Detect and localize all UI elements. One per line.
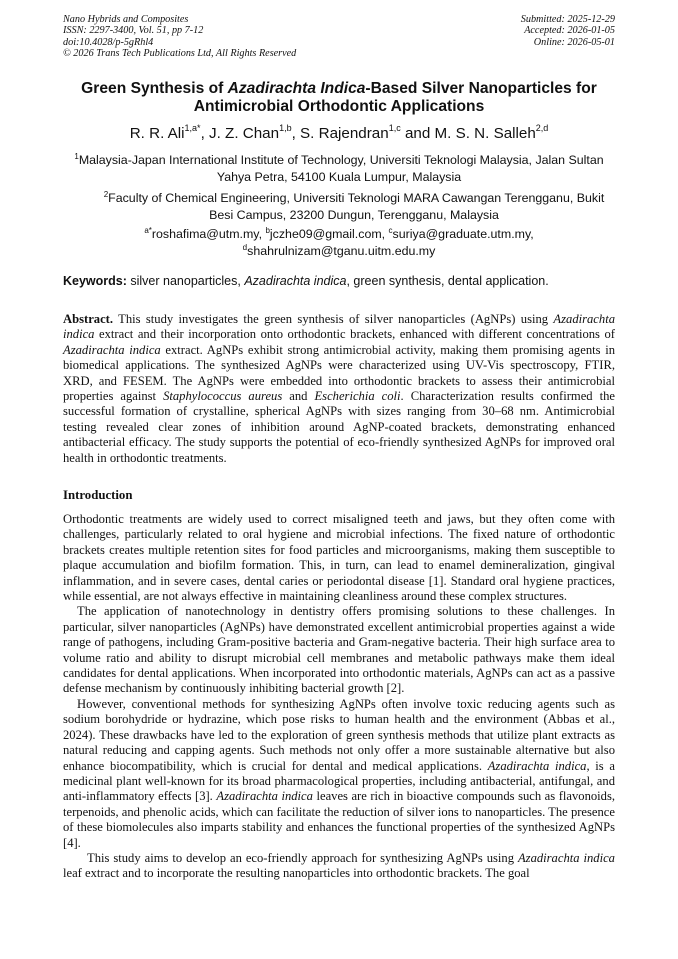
journal-info: [63, 14, 296, 60]
abstract: Abstract. This study investigates the green synthesis of silver nanoparticles (AgNPs) using Azadirachta indica extract and their incorporation onto orthodontic brackets, enhanced with different concentrations of Azadirachta indica extract. AgNPs exhibit strong antimicrobial activity, making them promising agents in biomedical applications. The synthesized AgNPs were characterized using UV-Vis spectroscopy, FTIR, XRD, and FESEM. The AgNPs were embedded into orthodontic brackets to assess their antimicrobial properties against Staphylococcus aureus and Escherichia coli. Characterization results confirmed the successful formation of crystalline, spherical AgNPs with sizes ranging from 30–68 nm. Antimicrobial testing revealed clear zones of inhibition around AgNP-coated brackets, demonstrating enhanced antibacterial efficacy. The study supports the potential of eco-friendly synthesized AgNPs for improved oral health in orthodontic treatments.: [63, 312, 616, 465]
author-name: S. Rajendran: [300, 125, 389, 142]
email-link[interactable]: jczhe09@gmail.com,: [269, 227, 389, 241]
affiliation-1: $^1$Malaysia-Japan International Institute of Technology, Universiti Teknologi Malaysia, Jalan Sultan Yahya Petra, 54100 Kuala Lumpur, Malaysia: [74, 152, 604, 184]
introduction-body: [63, 512, 615, 882]
accepted-date: Accepted: 2026-01-05: [524, 25, 615, 37]
author-name: R. R. Ali: [129, 125, 185, 142]
paragraph: Orthodontic treatments are widely used to correct misaligned teeth and jaws, but they often come with challenges, particularly related to oral hygiene and microbial infections. The fixed nature of orthodontic brackets creates multiple retention sites for food particles and microorganisms, making them susceptible to plaque accumulation and biofilm formation. This, in turn, can lead to enamel demineralization, gingival inflammation, and in severe cases, dental caries or periodontal disease [1]. Standard oral hygiene practices, while essential, are not always effective in maintaining cleanliness around these complex structures.: [63, 512, 615, 604]
author-sup: 1,b: [279, 123, 292, 133]
email-link[interactable]: shahrulnizam@tganu.uitm.edu.my: [247, 243, 436, 258]
doi: doi:10.4028/p-5gRhl4: [63, 36, 154, 48]
email-list: $^{a*}$roshafima@utm.my, $^b$jczhe09@gmail.com, $^c$suriya@graduate.utm.my, $^d$shahrulnizam@tganu.uitm.edu.my: [144, 226, 534, 258]
author-sup: 1,c: [388, 123, 401, 133]
keywords-label: Keywords:: [63, 274, 127, 288]
issn: ISSN: 2297-3400, Vol. 51, pp 7-12: [63, 25, 204, 37]
author-name: J. Z. Chan: [209, 125, 280, 142]
author-sup: 1,a*: [184, 123, 201, 133]
keywords: Keywords: silver nanoparticles, Azadirachta indica, green synthesis, dental application.: [63, 274, 549, 288]
section-heading: Introduction: [63, 488, 133, 502]
author-name: M. S. N. Salleh: [434, 125, 536, 142]
copyright: © 2026 Trans Tech Publications Ltd, All Rights Reserved: [63, 48, 297, 60]
author-sup: 2,d: [535, 123, 549, 133]
title-line-1: Green Synthesis of Azadirachta Indica-Based Silver Nanoparticles for: [81, 80, 597, 97]
paper-title: [40, 80, 638, 116]
affiliation-2: $^2$Faculty of Chemical Engineering, Universiti Teknologi MARA Cawangan Terengganu, Bukit Besi Campus, 23200 Dungun, Terengganu, Malaysia: [103, 190, 605, 222]
abstract-label: Abstract.: [63, 312, 114, 326]
paragraph: However, conventional methods for synthesizing AgNPs often involve toxic reducing agents such as sodium borohydride or hydrazine, which pose risks to human health and the environment (Abbas et al., 2024). These drawbacks have led to the exploration of green synthesis methods that utilize plant extracts as natural reducing and capping agents. Such methods not only offer a more sustainable alternative but also enhance biocompatibility, which is crucial for dental and medical applications. Azadirachta indica, is a medicinal plant well-known for its broad pharmacological properties, including antibacterial, antifungal, and anti-inflammatory effects [3]. Azadirachta indica leaves are rich in bioactive compounds such as flavonoids, terpenoids, and phenolic acids, which can facilitate the reduction of silver ions to nanoparticles. The presence of these biomolecules also imparts stability and enhances the functional properties of the synthesized AgNPs [4].: [63, 696, 616, 850]
author-list: R. R. Ali$^{1,a*}$, J. Z. Chan$^{1,b}$, S. Rajendran$^{1,c}$ and M. S. N. Salleh$^{2,d}$: [129, 123, 549, 142]
email-link[interactable]: roshafima@utm.my,: [151, 227, 266, 241]
online-date: Online: 2026-05-01: [533, 36, 615, 48]
email-link[interactable]: suriya@graduate.utm.my,: [392, 227, 534, 241]
paragraph: This study aims to develop an eco-friendly approach for synthesizing AgNPs using Azadirachta indica leaf extract and to incorporate the resulting nanoparticles into orthodontic brackets. The goal: [63, 850, 615, 881]
dates-info: [521, 14, 615, 48]
paragraph: The application of nanotechnology in dentistry offers promising solutions to these challenges. In particular, silver nanoparticles (AgNPs) have demonstrated excellent antimicrobial properties against a wide range of pathogens, including Gram-positive bacteria and Gram-negative bacteria. Their high surface area to volume ratio and ability to disrupt microbial cell membranes and metabolic pathways make them ideal candidates for dental applications. When incorporated into orthodontic materials, AgNPs can act as a passive defense mechanism by continuously inhibiting bacterial growth [2].: [63, 604, 615, 696]
submitted-date: Submitted: 2025-12-29: [520, 14, 615, 25]
journal-name: Nano Hybrids and Composites: [63, 14, 189, 25]
title-line-2: Antimicrobial Orthodontic Applications: [193, 98, 485, 115]
